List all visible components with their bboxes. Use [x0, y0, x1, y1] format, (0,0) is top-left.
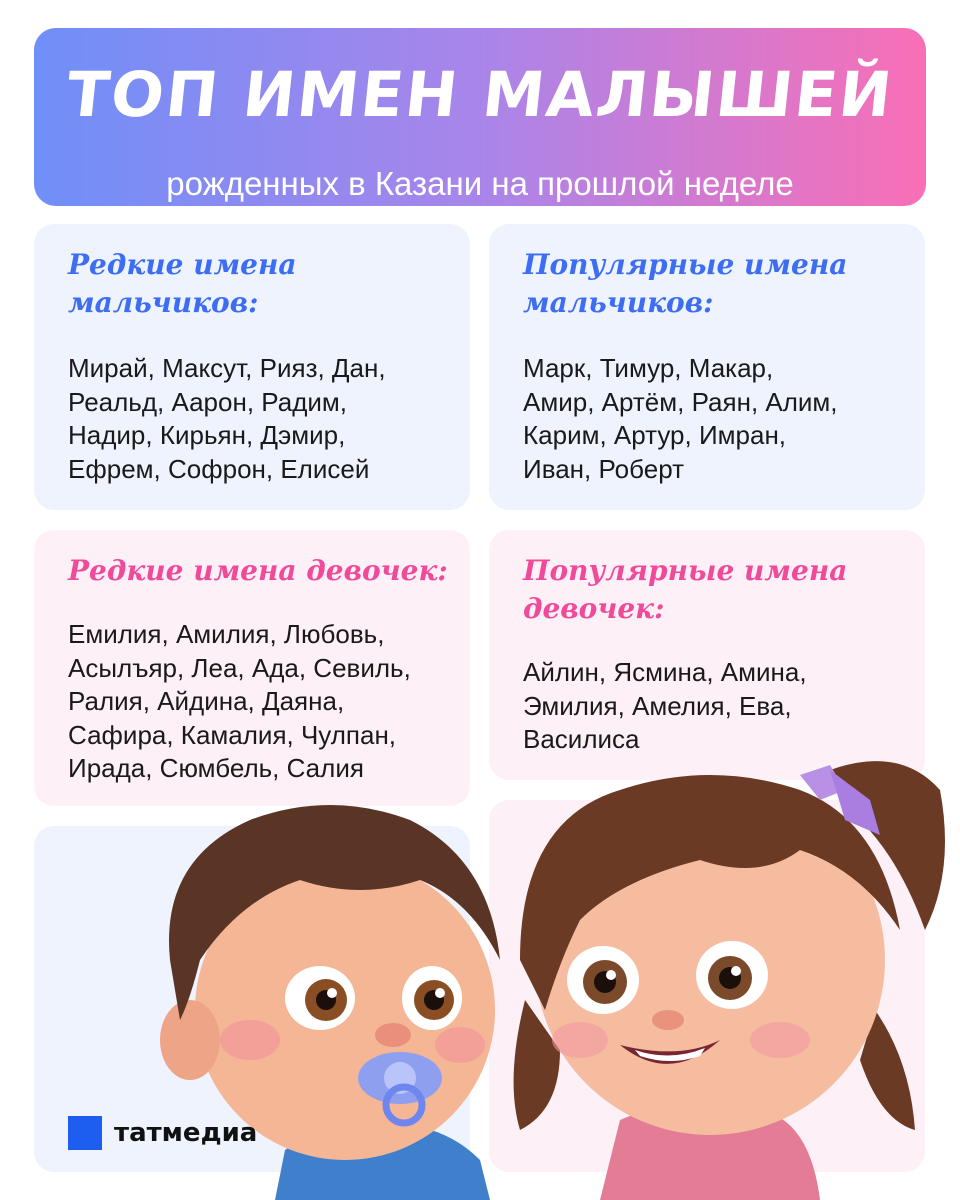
- names-line: Марк, Тимур, Макар,: [523, 353, 774, 383]
- square-logo-icon: [68, 1116, 102, 1150]
- girl-illustration: [514, 761, 945, 1200]
- names-line: Асылъяр, Леа, Ада, Севиль,: [68, 652, 411, 683]
- names-line: Эмилия, Амелия, Ева,: [523, 690, 792, 721]
- names-line: Ралия, Айдина, Даяна,: [68, 686, 345, 716]
- names-line: Надир, Кирьян, Дэмир,: [68, 420, 346, 450]
- names-line: Василиса: [523, 724, 640, 754]
- names-line: Иван, Роберт: [523, 453, 684, 484]
- card-heading: Популярные имена девочек:: [523, 554, 848, 625]
- brand-name: татмедиа: [114, 1118, 258, 1148]
- card-heading: Редкие имена мальчиков:: [68, 248, 297, 319]
- names-line: Ефрем, Софрон, Елисей: [68, 453, 370, 484]
- page-subtitle: рожденных в Казани на прошлой неделе: [166, 165, 794, 202]
- page-title: ТОП ИМЕН МАЛЫШЕЙ: [63, 58, 897, 131]
- names-line: Ирада, Сюмбель, Салия: [68, 753, 364, 783]
- names-line: Емилия, Амилия, Любовь,: [68, 619, 385, 649]
- brand-logo: [68, 1116, 257, 1150]
- names-line: Карим, Артур, Имран,: [523, 420, 787, 450]
- card-heading: Редкие имена девочек:: [68, 554, 448, 587]
- card-heading: Популярные имена мальчиков:: [523, 248, 848, 319]
- names-line: Айлин, Ясмина, Амина,: [523, 657, 807, 687]
- names-line: Реальд, Аарон, Радим,: [68, 386, 348, 417]
- names-line: Мирай, Максут, Рияз, Дан,: [68, 353, 386, 383]
- names-line: Сафира, Камалия, Чулпан,: [68, 719, 397, 750]
- names-line: Амир, Артём, Раян, Алим,: [523, 386, 838, 417]
